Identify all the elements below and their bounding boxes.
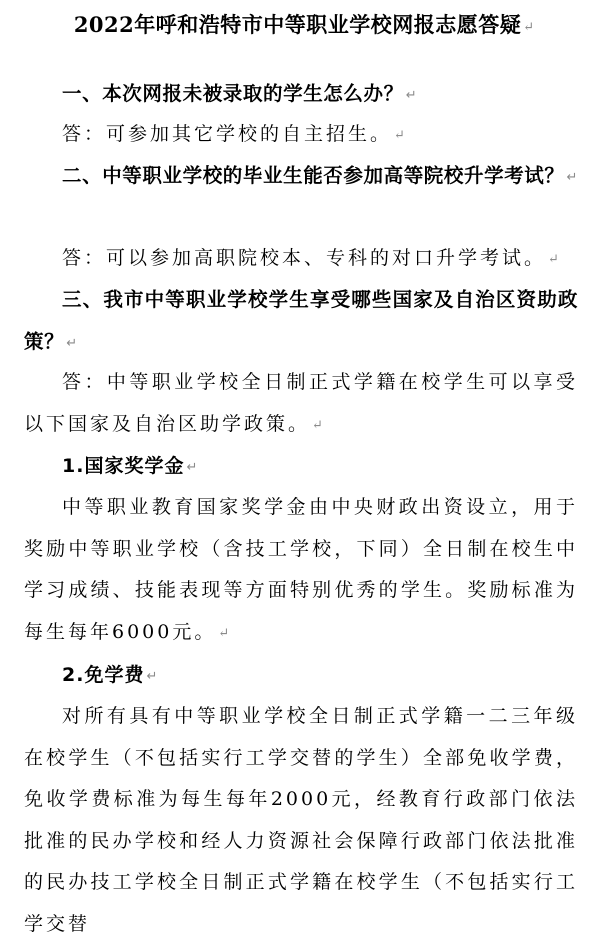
question-3: 三、我市中等职业学校学生享受哪些国家及自治区资助政策？ ↵	[24, 288, 578, 353]
document-title: 2022年呼和浩特市中等职业学校网报志愿答疑 ↵	[73, 12, 535, 37]
tuition-free-paragraph: 对所有具有中等职业学校全日制正式学籍一二三年级在校学生（不包括实行工学交替的学生）全部免收学费，免收学费标准为每生每年2000元，经教育行政部门依法批准的民办学校和经人力资源社会保障行政部门依法批准的民办技工学校全日制正式学籍在校学生（不包括实行工学交替	[24, 705, 578, 935]
question-2: 二、中等职业学校的毕业生能否参加高等院校升学考试？ ↵	[62, 164, 578, 187]
answer-2: 答：可以参加高职院校本、专科的对口升学考试。 ↵	[62, 247, 559, 269]
paragraph-mark-icon: ↵	[146, 669, 158, 684]
answer-3: 答：中等职业学校全日制正式学籍在校学生可以享受以下国家及自治区助学政策。 ↵	[24, 371, 578, 435]
question-1: 一、本次网报未被录取的学生怎么办？ ↵	[62, 82, 417, 105]
paragraph-mark-icon: ↵	[312, 417, 323, 433]
paragraph-mark-icon: ↵	[218, 625, 230, 641]
paragraph-mark-icon: ↵	[405, 88, 417, 103]
scholarship-paragraph: 中等职业教育国家奖学金由中央财政出资设立，用于奖励中等职业学校（含技工学校，下同）全日制在校生中学习成绩、技能表现等方面特别优秀的学生。奖励标准为每生每年6000元。 ↵	[24, 496, 578, 643]
paragraph-mark-icon: ↵	[66, 335, 78, 351]
paragraph-mark-icon: ↵	[548, 252, 559, 267]
paragraph-mark-icon: ↵	[523, 20, 535, 35]
paragraph-mark-icon: ↵	[186, 460, 198, 475]
answer-1: 答：可参加其它学校的自主招生。 ↵	[62, 123, 405, 145]
section-heading-scholarship: 1.国家奖学金 ↵	[62, 455, 198, 477]
section-heading-tuition-free: 2.免学费 ↵	[62, 664, 158, 686]
paragraph-mark-icon: ↵	[566, 170, 578, 185]
paragraph-mark-icon: ↵	[394, 128, 405, 143]
